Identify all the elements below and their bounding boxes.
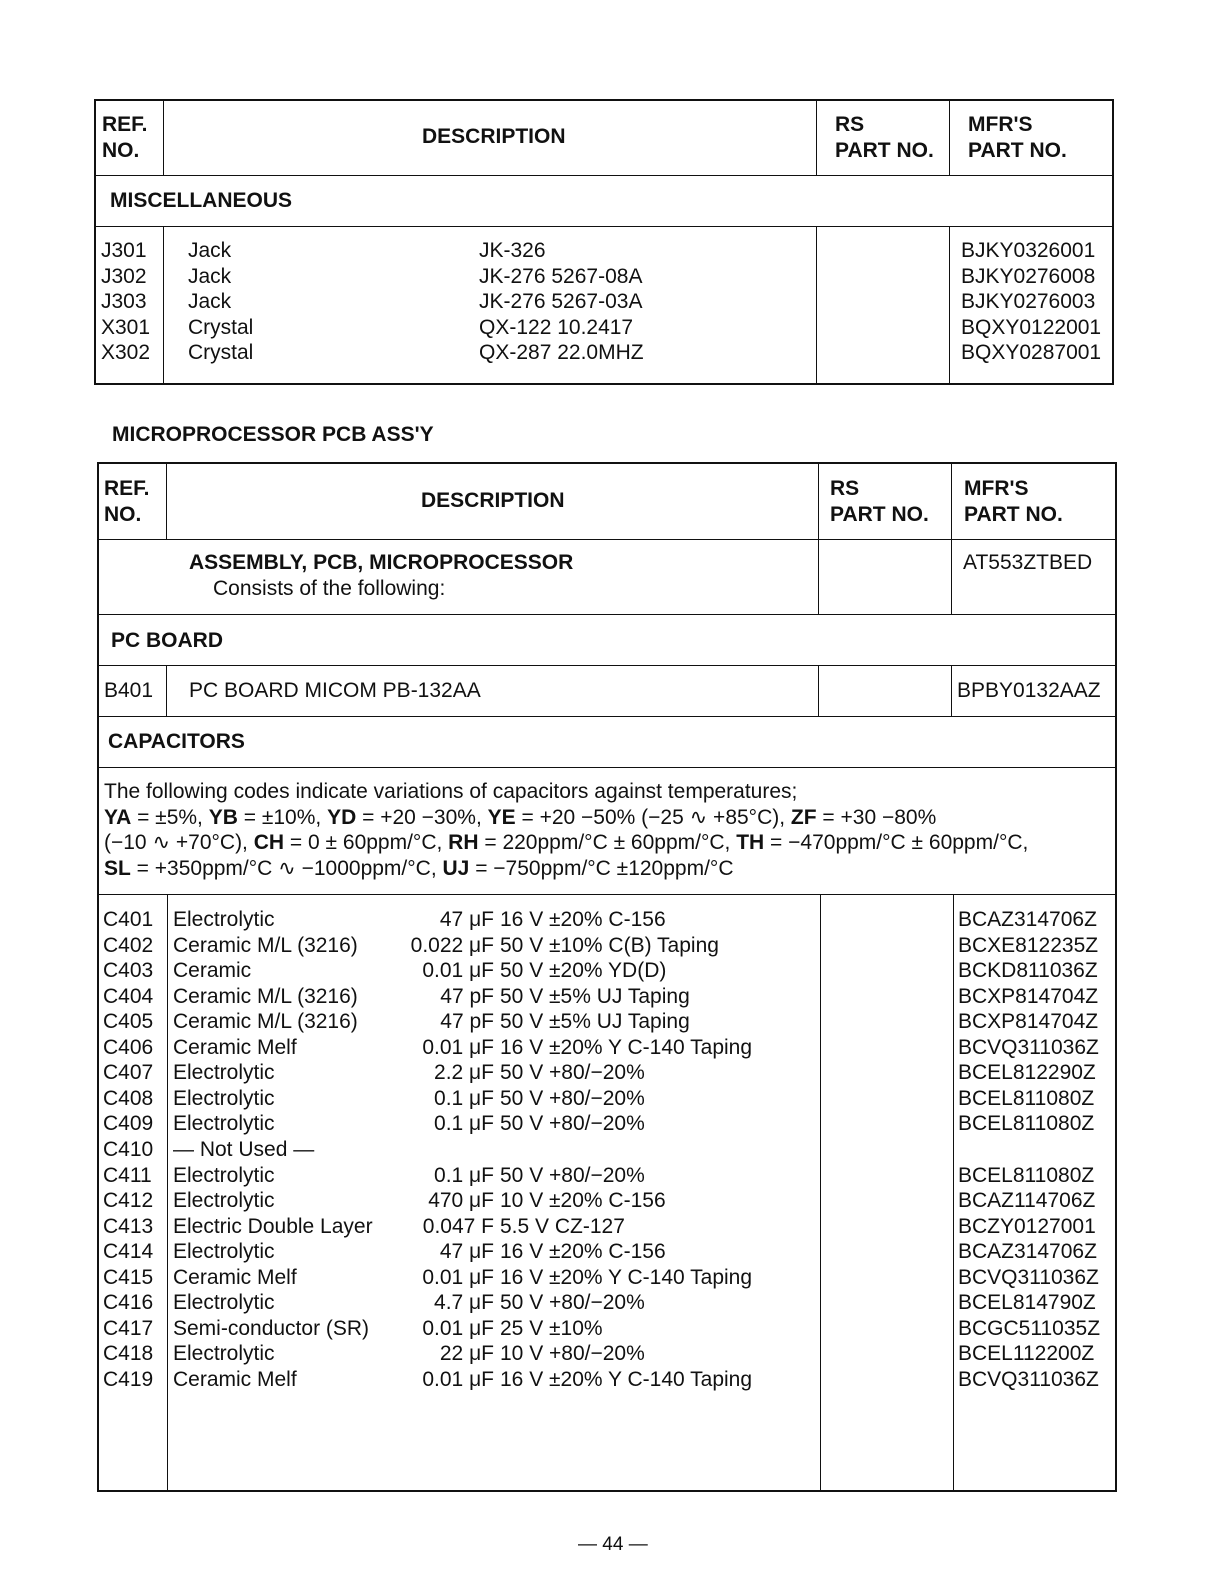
capacitor-value: 0.1 μF: [434, 1163, 494, 1187]
cap-note-line3: [104, 830, 1028, 856]
capacitor-desc: Semi-conductor (SR): [173, 1316, 370, 1340]
misc-row-spec: QX-287 22.0MHZ: [479, 341, 644, 364]
assembly-title: ASSEMBLY, PCB, MICROPROCESSOR: [189, 551, 574, 574]
misc-row-mfr: BJKY0326001: [961, 239, 1096, 262]
misc-row-mfr: BQXY0122001: [961, 315, 1102, 339]
misc-row-ref: J302: [101, 264, 147, 288]
capacitor-desc: Ceramic M/L (3216): [173, 984, 358, 1008]
pc-board-desc: PC BOARD MICOM PB-132AA: [189, 679, 481, 702]
capacitor-mfr: BCAZ314706Z: [958, 908, 1097, 931]
capacitor-ref: C415: [103, 1265, 154, 1289]
capacitor-desc: Electrolytic: [173, 1086, 275, 1110]
cap-note-line2: [104, 805, 1028, 831]
capacitor-ref: C408: [103, 1086, 154, 1110]
capacitor-value: 22 μF: [439, 1342, 494, 1366]
capacitor-spec: 50 V +80/−20%: [500, 1163, 645, 1187]
temp-code-text: = 220ppm/°C ± 60ppm/°C,: [478, 831, 737, 854]
capacitor-desc: Electrolytic: [173, 1163, 275, 1187]
header-description: DESCRIPTION: [422, 125, 566, 148]
capacitor-mfr: BCEL812290Z: [958, 1061, 1096, 1085]
temp-code: YA: [104, 805, 132, 829]
capacitor-mfr: BCGC511035Z: [958, 1316, 1101, 1340]
capacitor-ref: C406: [103, 1035, 154, 1059]
capacitor-mfr: BCXP814704Z: [958, 984, 1099, 1008]
temp-code: TH: [736, 831, 765, 854]
capacitor-spec: 50 V ±20% YD(D): [500, 959, 667, 983]
capacitor-value: 0.01 μF: [422, 1035, 494, 1059]
capacitor-mfr: BCVQ311036Z: [958, 1367, 1099, 1391]
misc-row-spec: JK-276 5267-03A: [479, 290, 643, 313]
temp-code-text: = ±10%,: [237, 805, 328, 829]
misc-row-spec: QX-122 10.2417: [479, 315, 634, 339]
capacitor-mfr: BCVQ311036Z: [958, 1035, 1099, 1059]
capacitor-value: 0.01 μF: [422, 1367, 494, 1391]
capacitor-value: 470 μF: [428, 1189, 494, 1213]
temp-code: CH: [253, 831, 285, 854]
capacitor-mfr: BCZY0127001: [958, 1214, 1096, 1238]
capacitor-value: 0.1 μF: [434, 1086, 494, 1110]
capacitor-ref: C403: [103, 959, 154, 983]
capacitor-spec: 50 V ±5% UJ Taping: [500, 1010, 690, 1034]
capacitor-value: 0.047 F: [422, 1214, 494, 1238]
capacitor-mfr: BCAZ314706Z: [958, 1240, 1097, 1264]
header-ref-no: REF. NO.: [102, 113, 148, 162]
capacitor-ref: C411: [103, 1163, 152, 1187]
capacitor-spec: 16 V ±20% C-156: [500, 1240, 666, 1264]
capacitor-value: 2.2 μF: [434, 1061, 494, 1085]
misc-row-desc: Crystal: [188, 341, 254, 364]
capacitor-spec: 50 V +80/−20%: [500, 1086, 645, 1110]
misc-row-ref: X301: [101, 315, 151, 339]
assembly-subtitle: Consists of the following:: [213, 577, 446, 600]
temp-code-text: = 0 ± 60ppm/°C,: [284, 831, 449, 854]
capacitor-desc: Ceramic M/L (3216): [173, 1010, 358, 1034]
header-mfr-part-no: MFR'S PART NO.: [968, 113, 1067, 162]
capacitor-desc: Electrolytic: [173, 1189, 275, 1213]
capacitor-ref: C413: [103, 1214, 154, 1238]
capacitor-spec: 16 V ±20% C-156: [500, 908, 666, 931]
temp-code: RH: [448, 831, 479, 854]
temp-code-text: = −470ppm/°C ± 60ppm/°C,: [764, 831, 1029, 854]
capacitor-mfr: BCXE812235Z: [958, 933, 1099, 957]
micro-section-title: MICROPROCESSOR PCB ASS'Y: [112, 423, 434, 446]
capacitor-ref: C414: [103, 1240, 154, 1264]
temp-code-text: = ±5%,: [131, 805, 209, 829]
capacitor-value: 0.01 μF: [422, 959, 494, 983]
capacitor-mfr: BCEL811080Z: [958, 1163, 1095, 1187]
header-mfr-part-no-2: MFR'S PART NO.: [964, 477, 1063, 526]
capacitor-desc: — Not Used —: [173, 1137, 315, 1161]
capacitor-value: 47 μF: [439, 1240, 494, 1264]
capacitor-desc: Electrolytic: [173, 1061, 275, 1085]
misc-row-desc: Jack: [188, 290, 232, 313]
capacitor-desc: Electric Double Layer: [173, 1214, 373, 1238]
capacitor-value: 0.1 μF: [434, 1112, 494, 1136]
capacitor-desc: Ceramic Melf: [173, 1367, 297, 1391]
misc-row-spec: JK-326: [479, 239, 546, 262]
capacitor-desc: Ceramic M/L (3216): [173, 933, 358, 957]
misc-row-mfr: BJKY0276008: [961, 264, 1096, 288]
capacitor-ref: C412: [103, 1189, 154, 1213]
capacitor-spec: 50 V ±10% C(B) Taping: [500, 933, 719, 957]
header-rs-part-no-2: RS PART NO.: [830, 477, 929, 526]
pc-board-ref: B401: [104, 679, 154, 702]
capacitor-spec: 50 V +80/−20%: [500, 1291, 645, 1315]
pc-board-mfr: BPBY0132AAZ: [957, 679, 1101, 702]
capacitor-desc: Electrolytic: [173, 908, 275, 931]
misc-row-desc: Crystal: [188, 315, 254, 339]
capacitor-spec: 16 V ±20% Y C-140 Taping: [500, 1035, 753, 1059]
capacitor-desc: Ceramic Melf: [173, 1265, 297, 1289]
capacitor-value: 0.022 μF: [410, 933, 494, 957]
capacitor-spec: 5.5 V CZ-127: [500, 1214, 625, 1238]
temp-code: YB: [208, 805, 238, 829]
capacitor-ref: C416: [103, 1291, 154, 1315]
temp-code: SL: [104, 856, 131, 880]
capacitor-desc: Electrolytic: [173, 1342, 275, 1366]
misc-row-mfr: BQXY0287001: [961, 341, 1102, 364]
capacitor-spec: 10 V ±20% C-156: [500, 1189, 666, 1213]
capacitor-ref: C410: [103, 1137, 154, 1161]
misc-row-desc: Jack: [188, 264, 232, 288]
capacitor-desc: Electrolytic: [173, 1112, 275, 1136]
capacitor-spec: 50 V ±5% UJ Taping: [500, 984, 690, 1008]
capacitor-spec: 10 V +80/−20%: [500, 1342, 645, 1366]
capacitor-mfr: BCEL814790Z: [958, 1291, 1096, 1315]
capacitor-ref: C407: [103, 1061, 154, 1085]
capacitor-ref: C401: [103, 908, 154, 931]
capacitor-value: 47 pF: [440, 1010, 494, 1034]
capacitor-value: 0.01 μF: [422, 1265, 494, 1289]
capacitors-title: CAPACITORS: [108, 730, 245, 753]
capacitor-ref: C409: [103, 1112, 154, 1136]
temp-code: UJ: [442, 856, 470, 880]
temp-code: YD: [327, 805, 357, 829]
temp-code-text: = +20 −30%,: [356, 805, 488, 829]
capacitor-desc: Ceramic Melf: [173, 1035, 297, 1059]
capacitor-spec: 25 V ±10%: [500, 1316, 603, 1340]
capacitor-ref: C418: [103, 1342, 154, 1366]
capacitor-desc: Electrolytic: [173, 1240, 275, 1264]
capacitor-code-note: [104, 779, 1028, 881]
capacitor-ref: C405: [103, 1010, 154, 1034]
capacitor-mfr: BCKD811036Z: [958, 959, 1098, 983]
temp-code-text: = +30 −80%: [816, 805, 937, 829]
assembly-mfr-part: AT553ZTBED: [963, 551, 1093, 574]
cap-note-line4: [104, 856, 1028, 882]
capacitor-mfr: BCVQ311036Z: [958, 1265, 1099, 1289]
misc-row-mfr: BJKY0276003: [961, 290, 1096, 313]
pc-board-title: PC BOARD: [111, 629, 224, 652]
capacitor-desc: Electrolytic: [173, 1291, 275, 1315]
temp-code-text: = +350ppm/°C ∿ −1000ppm/°C,: [130, 856, 443, 880]
capacitor-value: 47 pF: [440, 984, 494, 1008]
header-ref-no-2: REF. NO.: [104, 477, 150, 526]
header-description-2: DESCRIPTION: [421, 489, 565, 512]
temp-code: YE: [487, 805, 516, 829]
capacitor-spec: 16 V ±20% Y C-140 Taping: [500, 1367, 753, 1391]
capacitor-mfr: BCEL112200Z: [958, 1342, 1095, 1366]
misc-row-ref: J301: [101, 239, 147, 262]
capacitor-ref: C402: [103, 933, 154, 957]
temp-code: ZF: [790, 805, 817, 829]
capacitor-ref: C404: [103, 984, 154, 1008]
capacitor-spec: 50 V +80/−20%: [500, 1061, 645, 1085]
capacitor-ref: C419: [103, 1367, 154, 1391]
misc-section-title: MISCELLANEOUS: [110, 189, 293, 212]
capacitor-ref: C417: [103, 1316, 154, 1340]
misc-row-ref: J303: [101, 290, 147, 313]
capacitor-spec: 50 V +80/−20%: [500, 1112, 645, 1136]
capacitor-spec: 16 V ±20% Y C-140 Taping: [500, 1265, 753, 1289]
header-rs-part-no: RS PART NO.: [835, 113, 934, 162]
capacitor-desc: Ceramic: [173, 959, 252, 983]
page-number: — 44 —: [578, 1534, 648, 1555]
capacitor-mfr: BCXP814704Z: [958, 1010, 1099, 1034]
temp-code-text: = −750ppm/°C ±120ppm/°C: [469, 856, 734, 880]
capacitor-mfr: BCEL811080Z: [958, 1112, 1095, 1136]
capacitor-value: 47 μF: [439, 908, 494, 931]
temp-code-text: (−10 ∿ +70°C),: [104, 831, 254, 854]
misc-row-desc: Jack: [188, 239, 232, 262]
capacitor-mfr: BCAZ114706Z: [958, 1189, 1096, 1213]
misc-row-ref: X302: [101, 341, 151, 364]
temp-code-text: = +20 −50% (−25 ∿ +85°C),: [515, 805, 791, 829]
cap-note-line1: The following codes indicate variations of capacitors against temperatures;: [104, 780, 798, 803]
capacitor-value: 4.7 μF: [434, 1291, 494, 1315]
misc-row-spec: JK-276 5267-08A: [479, 264, 643, 288]
capacitor-value: 0.01 μF: [422, 1316, 494, 1340]
capacitor-mfr: BCEL811080Z: [958, 1086, 1095, 1110]
